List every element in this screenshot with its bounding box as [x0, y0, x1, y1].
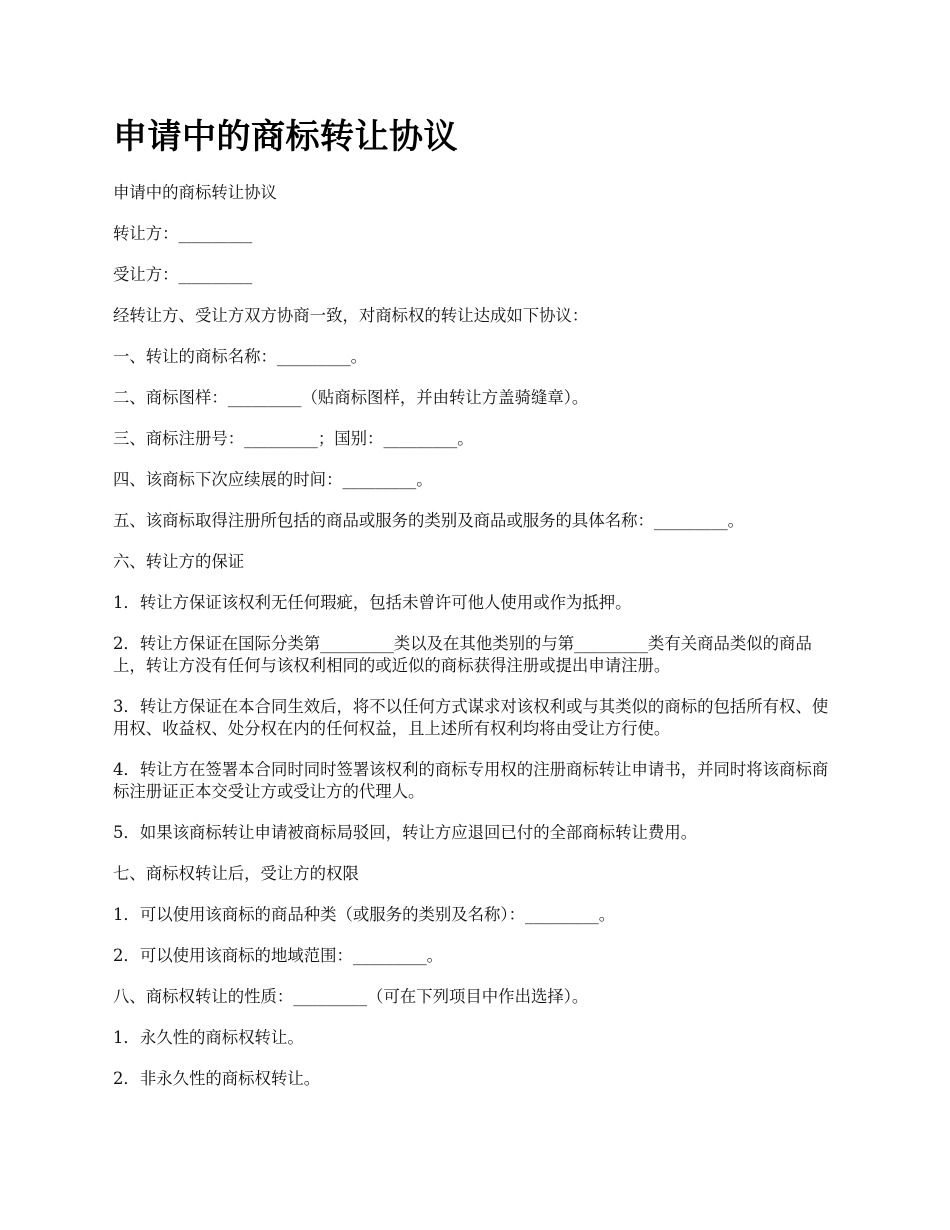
clause-1-trademark-name: 一、转让的商标名称：_________。 — [113, 347, 368, 366]
subtitle-paragraph: 申请中的商标转让协议 — [113, 183, 277, 202]
section-7-item-2: 2．可以使用该商标的地域范围：_________。 — [113, 946, 444, 965]
section-6-item-2: 2．转让方保证在国际分类第_________类以及在其他类别的与第_________类有关商品类似的商品上，转让方没有任何与该权利相同的或近似的商标获得注册或提出申请注册。 — [113, 634, 812, 675]
section-6-heading: 六、转让方的保证 — [113, 552, 245, 571]
section-6-item-4: 4．转让方在签署本合同时同时签署该权利的商标专用权的注册商标转让申请书，并同时将该商标商标注册证正本交受让方或受让方的代理人。 — [113, 760, 829, 801]
document-title: 申请中的商标转让协议 — [113, 117, 458, 157]
agreement-intro: 经转让方、受让方双方协商一致，对商标权的转让达成如下协议： — [113, 306, 589, 325]
document-page — [113, 112, 843, 1109]
transferee-line: 受让方：_________ — [113, 265, 253, 284]
transferor-line: 转让方：_________ — [113, 224, 253, 243]
section-8-item-1: 1．永久性的商标权转让。 — [113, 1028, 304, 1047]
section-7-item-1: 1．可以使用该商标的商品种类（或服务的类别及名称）：_________。 — [113, 905, 616, 924]
section-6-item-5: 5．如果该商标转让申请被商标局驳回，转让方应退回已付的全部商标转让费用。 — [113, 823, 698, 842]
section-6-item-3: 3．转让方保证在本合同生效后，将不以任何方式谋求对该权利或与其类似的商标的包括所有权、使用权、收益权、处分权在内的任何权益，且上述所有权利均将由受让方行使。 — [113, 697, 829, 738]
section-6-item-1: 1．转让方保证该权利无任何瑕疵，包括未曾许可他人使用或作为抵押。 — [113, 593, 632, 612]
section-7-heading: 七、商标权转让后，受让方的权限 — [113, 864, 359, 883]
section-8-heading: 八、商标权转让的性质：_________（可在下列项目中作出选择）。 — [113, 987, 589, 1006]
clause-3-registration-number: 三、商标注册号：_________；国别：_________。 — [113, 429, 474, 448]
section-8-item-2: 2．非永久性的商标权转让。 — [113, 1069, 321, 1088]
clause-5-goods-services: 五、该商标取得注册所包括的商品或服务的类别及商品或服务的具体名称：_________。 — [113, 511, 745, 530]
clause-2-trademark-design: 二、商标图样：_________（贴商标图样，并由转让方盖骑缝章）。 — [113, 388, 589, 407]
clause-4-renewal-time: 四、该商标下次应续展的时间：_________。 — [113, 470, 433, 489]
